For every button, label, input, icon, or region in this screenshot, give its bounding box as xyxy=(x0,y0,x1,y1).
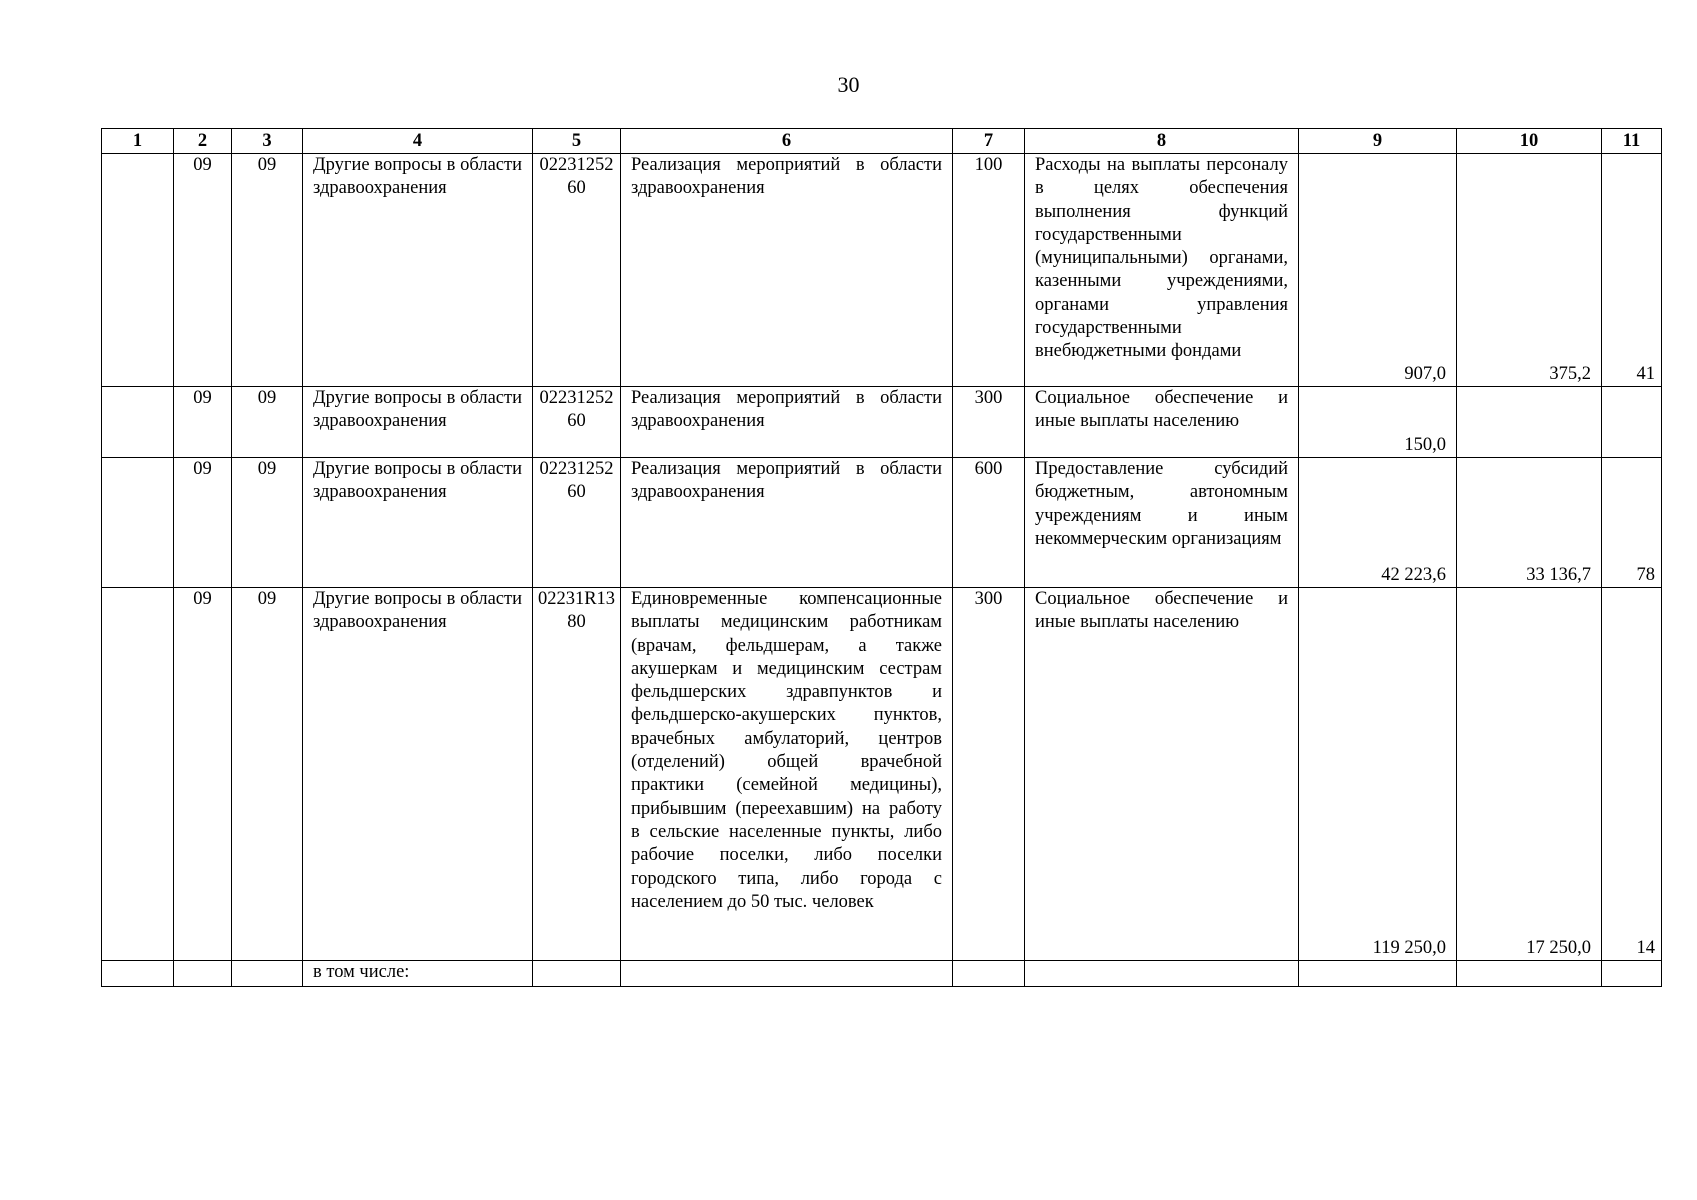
header-col-1: 1 xyxy=(102,129,174,154)
header-col-3: 3 xyxy=(232,129,303,154)
table-row xyxy=(102,154,1662,387)
header-col-11: 11 xyxy=(1602,129,1662,154)
cell-section: 09 xyxy=(174,588,232,961)
cell-amount-col-9: 119 250,0 xyxy=(1299,588,1457,961)
cell-section: 09 xyxy=(174,387,232,458)
cell-amount-col-9: 150,0 xyxy=(1299,387,1457,458)
header-row xyxy=(102,129,1662,154)
header-col-8: 8 xyxy=(1025,129,1299,154)
cell-target-code xyxy=(533,961,621,987)
cell-amount-col-11: 41 xyxy=(1602,154,1662,387)
table-row xyxy=(102,458,1662,588)
cell-amount-col-11 xyxy=(1602,961,1662,987)
cell-target-code: 0223125260 xyxy=(533,387,621,458)
cell-target-name: Единовременные компенсационные выплаты медицинским работникам (врачам, фельдшерам, а также акушеркам и медицинским сестрам фельдшерских здравпунктов и фельдшерско-акушерских пунктов, врачебных амбулаторий, центров (отделений) общей врачебной практики (семейной медицины), прибывшим (переехавшим) на работу в сельские населенные пункты, либо рабочие поселки, либо поселки городского типа, либо города с населением до 50 тыс. человек xyxy=(621,588,953,961)
cell-expense-code: 300 xyxy=(953,387,1025,458)
header-col-7: 7 xyxy=(953,129,1025,154)
cell-subsection-name: Другие вопросы в области здравоохранения xyxy=(303,458,533,588)
budget-table xyxy=(101,128,1662,987)
cell-expense-code: 600 xyxy=(953,458,1025,588)
cell-target-code: 02231R1380 xyxy=(533,588,621,961)
cell-col-1 xyxy=(102,154,174,387)
cell-amount-col-10 xyxy=(1457,961,1602,987)
cell-expense-name: Расходы на выплаты персоналу в целях обеспечения выполнения функций государственными (муниципальными) органами, казенными учреждениями, органами управления государственными внебюджетными фондами xyxy=(1025,154,1299,387)
cell-col-1 xyxy=(102,387,174,458)
cell-subsection: 09 xyxy=(232,458,303,588)
cell-subsection-name: Другие вопросы в области здравоохранения xyxy=(303,154,533,387)
cell-target-code: 0223125260 xyxy=(533,154,621,387)
cell-subsection: 09 xyxy=(232,387,303,458)
page-number: 30 xyxy=(837,72,860,97)
cell-amount-col-9 xyxy=(1299,961,1457,987)
cell-col-1 xyxy=(102,588,174,961)
cell-target-name: Реализация мероприятий в области здравоохранения xyxy=(621,154,953,387)
cell-subsection-name: в том числе: xyxy=(303,961,533,987)
cell-expense-name: Социальное обеспечение и иные выплаты населению xyxy=(1025,588,1299,961)
cell-section xyxy=(174,961,232,987)
header-col-5: 5 xyxy=(533,129,621,154)
cell-expense-name: Социальное обеспечение и иные выплаты населению xyxy=(1025,387,1299,458)
cell-amount-col-9: 907,0 xyxy=(1299,154,1457,387)
cell-subsection: 09 xyxy=(232,588,303,961)
table-row xyxy=(102,588,1662,961)
cell-target-name: Реализация мероприятий в области здравоохранения xyxy=(621,387,953,458)
cell-expense-name: Предоставление субсидий бюджетным, автономным учреждениям и иным некоммерческим организациям xyxy=(1025,458,1299,588)
cell-subsection xyxy=(232,961,303,987)
cell-subsection-name: Другие вопросы в области здравоохранения xyxy=(303,588,533,961)
cell-amount-col-10: 33 136,7 xyxy=(1457,458,1602,588)
cell-amount-col-11: 78 xyxy=(1602,458,1662,588)
cell-expense-code xyxy=(953,961,1025,987)
cell-expense-name xyxy=(1025,961,1299,987)
cell-target-code: 0223125260 xyxy=(533,458,621,588)
cell-section: 09 xyxy=(174,458,232,588)
cell-amount-col-10: 375,2 xyxy=(1457,154,1602,387)
header-col-4: 4 xyxy=(303,129,533,154)
cell-amount-col-10 xyxy=(1457,387,1602,458)
header-col-10: 10 xyxy=(1457,129,1602,154)
cell-amount-col-10: 17 250,0 xyxy=(1457,588,1602,961)
cell-col-1 xyxy=(102,458,174,588)
header-col-2: 2 xyxy=(174,129,232,154)
cell-amount-col-11: 14 xyxy=(1602,588,1662,961)
table-row xyxy=(102,387,1662,458)
cell-section: 09 xyxy=(174,154,232,387)
header-col-9: 9 xyxy=(1299,129,1457,154)
cell-amount-col-9: 42 223,6 xyxy=(1299,458,1457,588)
cell-target-name: Реализация мероприятий в области здравоохранения xyxy=(621,458,953,588)
cell-target-name xyxy=(621,961,953,987)
table-row xyxy=(102,961,1662,987)
cell-expense-code: 300 xyxy=(953,588,1025,961)
cell-subsection-name: Другие вопросы в области здравоохранения xyxy=(303,387,533,458)
cell-expense-code: 100 xyxy=(953,154,1025,387)
cell-subsection: 09 xyxy=(232,154,303,387)
header-col-6: 6 xyxy=(621,129,953,154)
cell-col-1 xyxy=(102,961,174,987)
cell-amount-col-11 xyxy=(1602,387,1662,458)
